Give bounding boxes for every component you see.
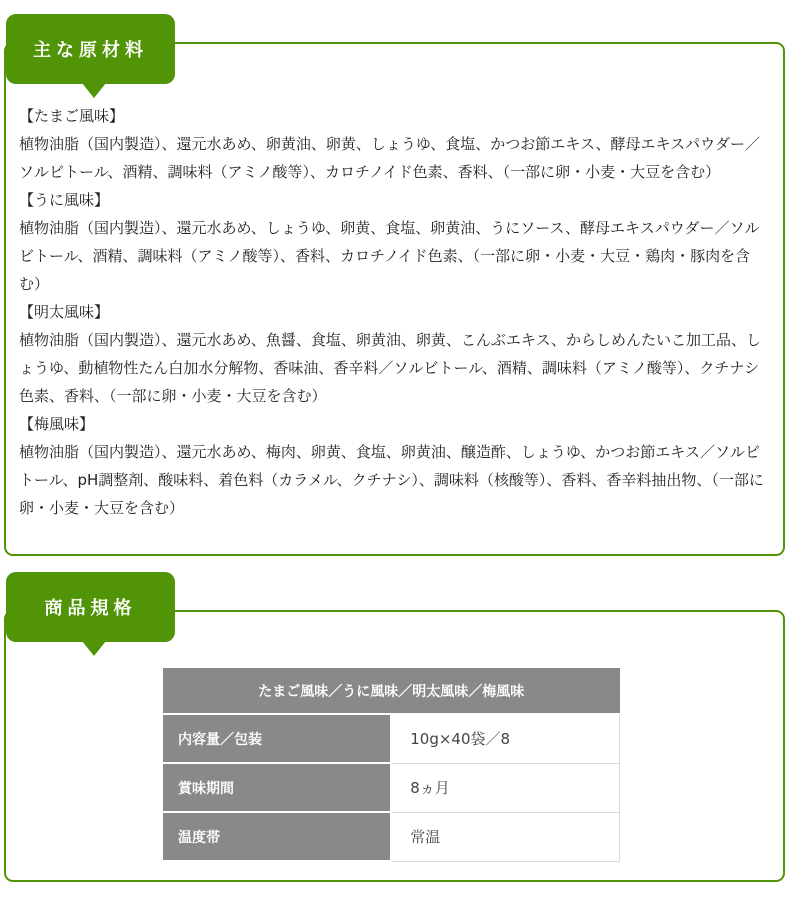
badge-pointer-down-icon — [82, 641, 106, 656]
spec-row-value: 8ヵ月 — [391, 763, 619, 812]
flavor-block-tamago — [19, 102, 769, 186]
flavor-ingredient-list: 植物油脂（国内製造）、還元水あめ、卵黄油、卵黄、しょうゆ、食塩、かつお節エキス、酵母エキスパウダー／ソルビトール、酒精、調味料（アミノ酸等）、カロチノイド色素、香料、（一部に卵・小麦・大豆を含む） — [19, 135, 761, 181]
flavor-heading: 【梅風味】 — [19, 415, 95, 433]
table-row — [163, 812, 620, 861]
ingredients-section-title: 主な原材料 — [33, 40, 148, 61]
spec-row-value: 10g×40袋／8 — [391, 714, 619, 763]
flavor-heading: 【明太風味】 — [19, 303, 110, 321]
spec-section-title: 商品規格 — [44, 598, 137, 619]
flavor-block-ume — [19, 410, 769, 522]
spec-row-label: 内容量／包装 — [163, 714, 391, 763]
badge-pointer-down-icon — [82, 83, 106, 98]
flavor-heading: 【たまご風味】 — [19, 107, 125, 125]
flavor-block-uni — [19, 186, 769, 298]
ingredients-section-title-badge — [6, 14, 175, 84]
spec-row-value: 常温 — [391, 812, 619, 861]
spec-row-label: 賞味期間 — [163, 763, 391, 812]
flavor-ingredient-list: 植物油脂（国内製造）、還元水あめ、魚醤、食塩、卵黄油、卵黄、こんぶエキス、からしめんたいこ加工品、しょうゆ、動植物性たん白加水分解物、香味油、香辛料／ソルビトール、酒精、調味料（アミノ酸等）、クチナシ色素、香料、（一部に卵・小麦・大豆を含む） — [19, 331, 762, 405]
spec-table-header-cell: たまご風味／うに風味／明太風味／梅風味 — [163, 668, 620, 714]
flavor-heading: 【うに風味】 — [19, 191, 110, 209]
spec-table-header-row — [163, 668, 620, 714]
table-row — [163, 714, 620, 763]
flavor-block-mentai — [19, 298, 769, 410]
ingredients-text-block — [6, 44, 783, 522]
spec-table — [163, 668, 620, 862]
spec-row-label: 温度帯 — [163, 812, 391, 861]
ingredients-panel — [4, 42, 785, 556]
spec-section-title-badge — [6, 572, 175, 642]
flavor-ingredient-list: 植物油脂（国内製造）、還元水あめ、梅肉、卵黄、食塩、卵黄油、醸造酢、しょうゆ、かつお節エキス／ソルビトール、pH調整剤、酸味料、着色料（カラメル、クチナシ）、調味料（核酸等）、香料、香辛料抽出物、（一部に卵・小麦・大豆を含む） — [19, 443, 764, 517]
flavor-ingredient-list: 植物油脂（国内製造）、還元水あめ、しょうゆ、卵黄、食塩、卵黄油、うにソース、酵母エキスパウダー／ソルビトール、酒精、調味料（アミノ酸等）、香料、カロチノイド色素、（一部に卵・小麦・大豆・鶏肉・豚肉を含む） — [19, 219, 760, 293]
table-row — [163, 763, 620, 812]
